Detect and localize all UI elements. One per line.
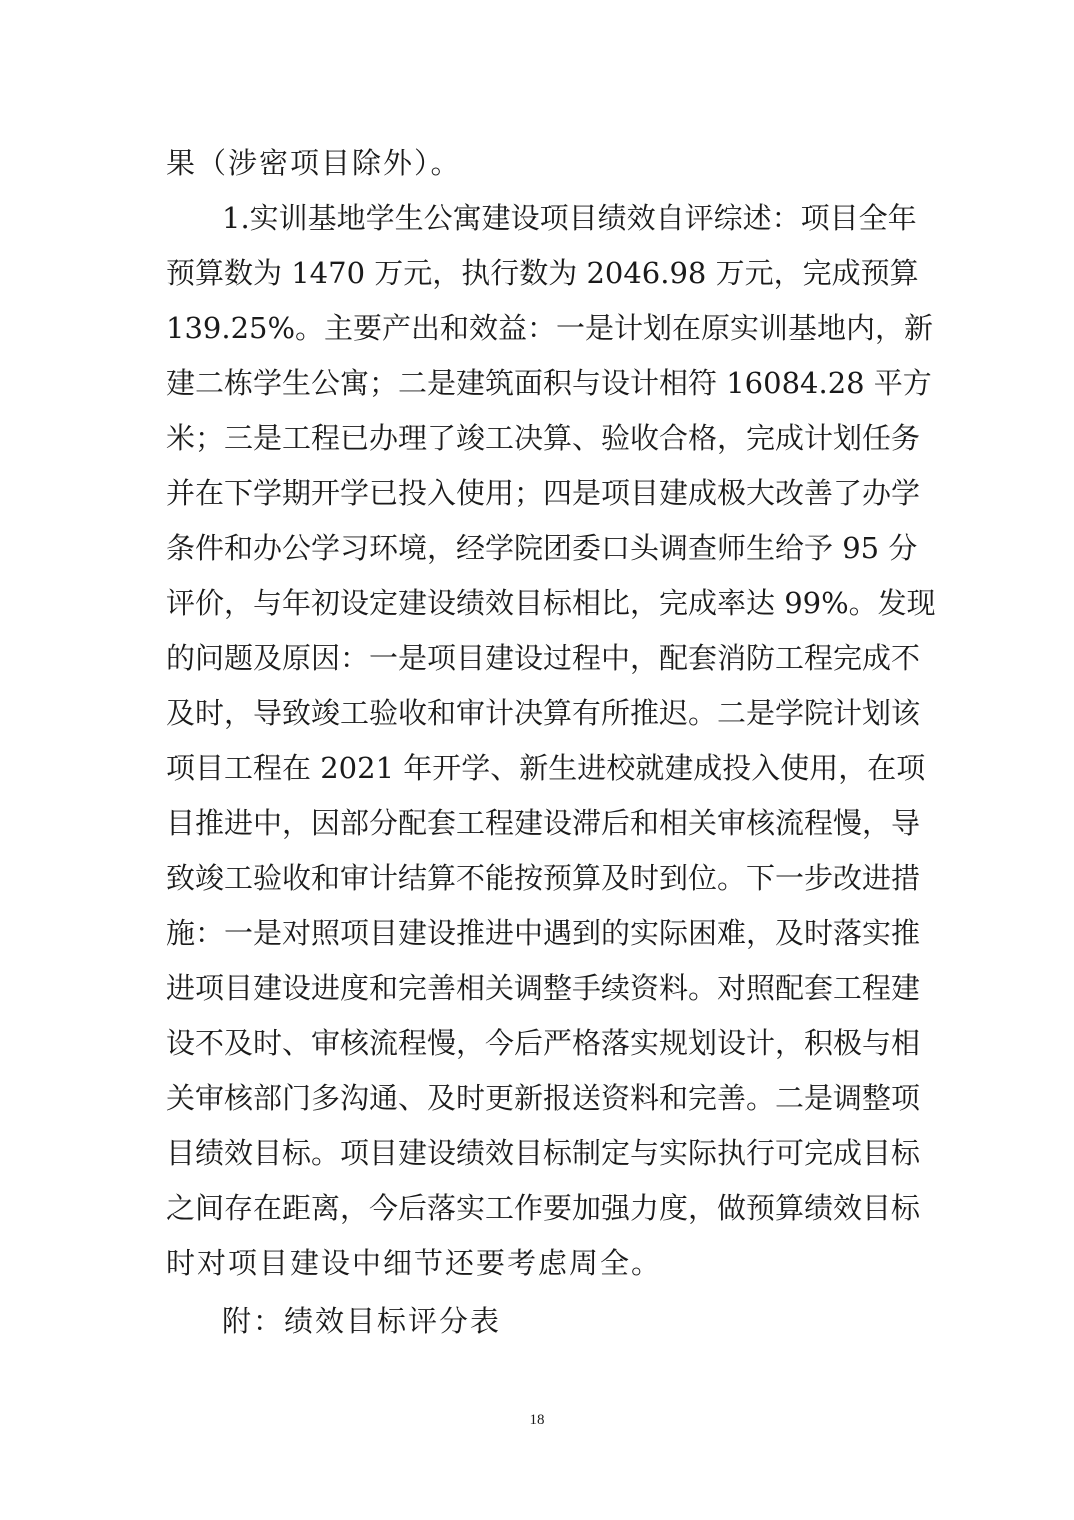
text-line: 并在下学期开学已投入使用；四是项目建成极大改善了办学	[166, 476, 921, 510]
paragraph-first-line: 1.实训基地学生公寓建设项目绩效自评综述：项目全年	[222, 201, 917, 235]
text-line: 进项目建设进度和完善相关调整手续资料。对照配套工程建	[166, 971, 921, 1005]
text-line: 致竣工验收和审计结算不能按预算及时到位。下一步改进措	[166, 861, 921, 895]
text-line: 建二栋学生公寓；二是建筑面积与设计相符 16084.28 平方	[166, 366, 932, 400]
text-line: 预算数为 1470 万元，执行数为 2046.98 万元，完成预算	[166, 256, 919, 290]
text-line: 关审核部门多沟通、及时更新报送资料和完善。二是调整项	[166, 1081, 921, 1115]
text-line: 施：一是对照项目建设推进中遇到的实际困难，及时落实推	[166, 916, 921, 950]
text-line: 项目工程在 2021 年开学、新生进校就建成投入使用，在项	[166, 751, 926, 785]
text-line: 的问题及原因：一是项目建设过程中，配套消防工程完成不	[166, 641, 921, 675]
text-line: 果（涉密项目除外）。	[166, 146, 462, 180]
text-line: 条件和办公学习环境，经学院团委口头调查师生给予 95 分	[166, 531, 918, 565]
text-line: 之间存在距离，今后落实工作要加强力度，做预算绩效目标	[166, 1191, 921, 1225]
attachment-note: 附：绩效目标评分表	[222, 1304, 502, 1338]
text-line: 米；三是工程已办理了竣工决算、验收合格，完成计划任务	[166, 421, 921, 455]
text-line: 评价，与年初设定建设绩效目标相比，完成率达 99%。发现	[166, 586, 936, 620]
text-line: 及时，导致竣工验收和审计决算有所推迟。二是学院计划该	[166, 696, 921, 730]
document-body	[166, 136, 936, 1349]
paragraph-last-line: 时对项目建设中细节还要考虑周全。	[166, 1246, 663, 1280]
text-line: 目推进中，因部分配套工程建设滞后和相关审核流程慢，导	[166, 806, 921, 840]
text-line: 139.25%。主要产出和效益：一是计划在原实训基地内，新	[166, 311, 934, 345]
page-number: 18	[529, 1412, 545, 1428]
text-line: 目绩效目标。项目建设绩效目标制定与实际执行可完成目标	[166, 1136, 921, 1170]
text-line: 设不及时、审核流程慢，今后严格落实规划设计，积极与相	[166, 1026, 921, 1060]
